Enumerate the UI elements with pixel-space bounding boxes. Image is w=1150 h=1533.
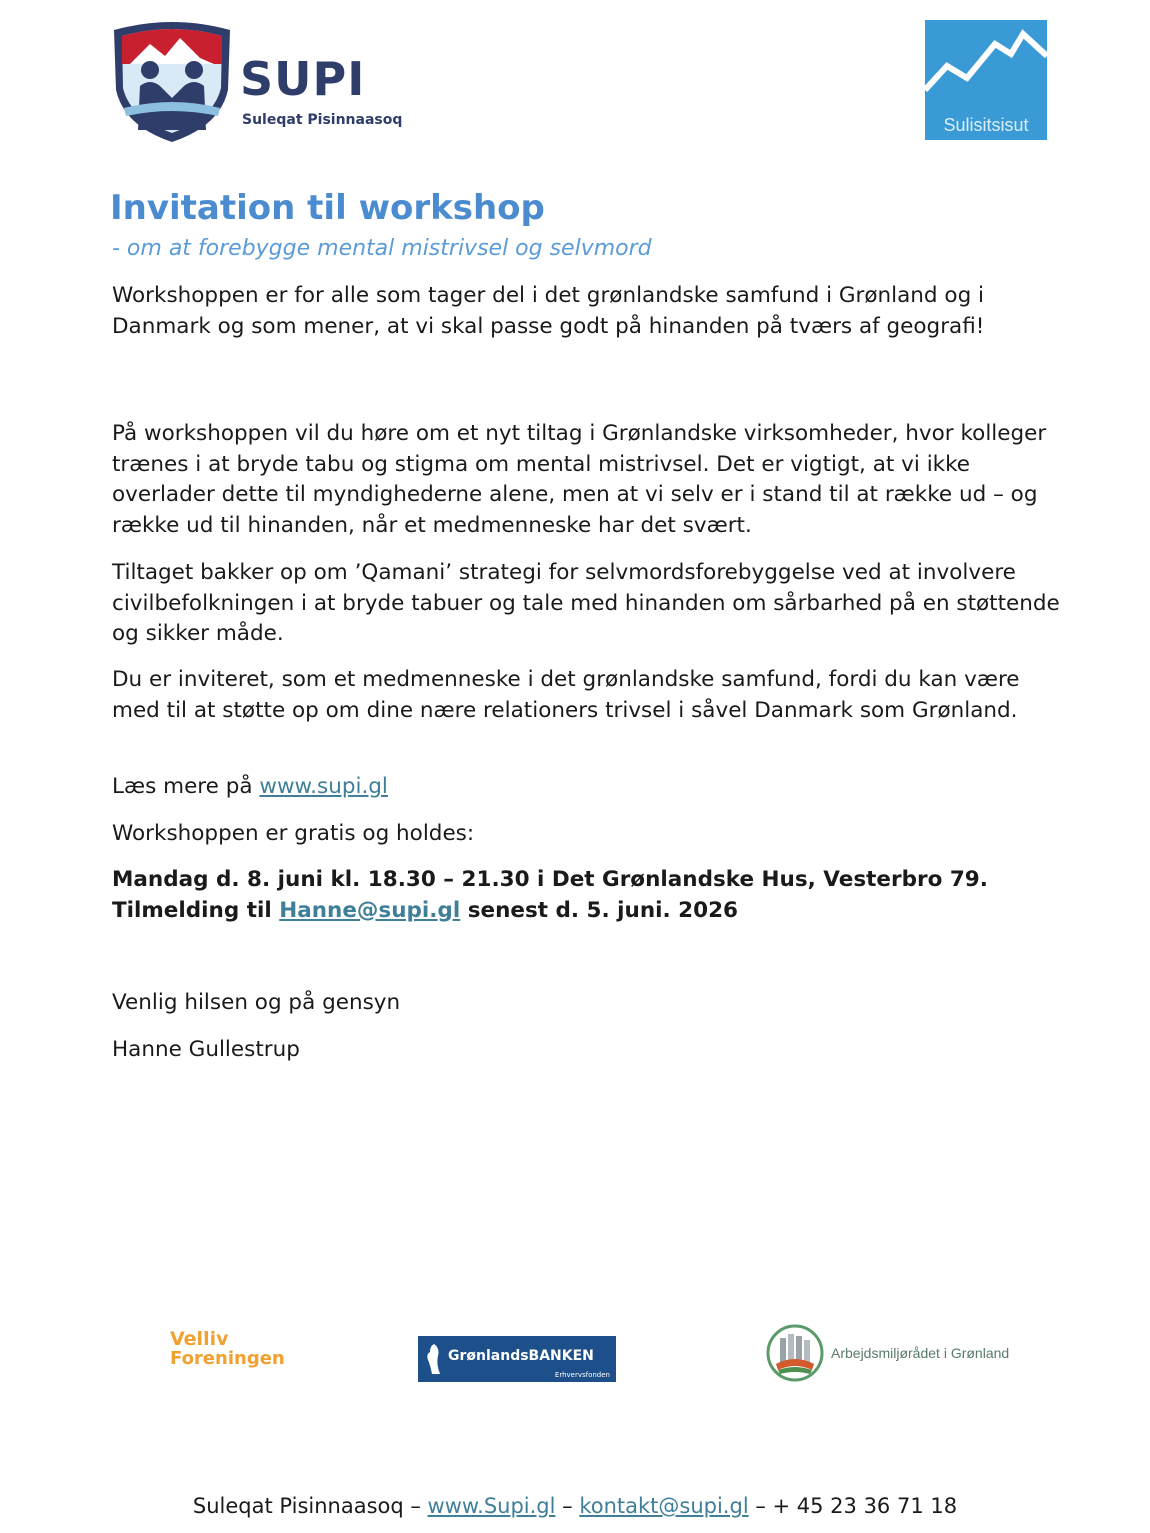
supi-subtitle: Suleqat Pisinnaasoq	[242, 112, 403, 128]
supi-name: SUPI	[240, 52, 366, 106]
sulisitsisut-logo	[925, 20, 1047, 140]
footer-phone: – + 45 23 36 71 18	[748, 1494, 958, 1518]
velliv-foreningen-logo	[170, 1328, 290, 1372]
arbejdsmiljoradet-name: Arbejdsmiljørådet i Grønland	[831, 1345, 1010, 1361]
registration-email-link[interactable]: Hanne@supi.gl	[279, 897, 461, 923]
page-title: Invitation til workshop	[110, 188, 545, 228]
gronlandsbanken-sub: Erhvervsfonden	[554, 1371, 610, 1379]
footer-email-link[interactable]: kontakt@supi.gl	[579, 1494, 749, 1518]
page-subtitle: - om at forebygge mental mistrivsel og selvmord	[112, 236, 652, 261]
event-details-text: Mandag d. 8. juni kl. 18.30 – 21.30 i Det Grønlandske Hus, Vesterbro 79. Tilmelding til	[112, 867, 988, 923]
supi-shield-icon	[110, 20, 234, 142]
signature: Hanne Gullestrup	[112, 1037, 300, 1062]
greeting: Venlig hilsen og på gensyn	[112, 990, 401, 1015]
gronlandsbanken-logo	[418, 1336, 616, 1382]
footer-website-link[interactable]: www.Supi.gl	[427, 1494, 556, 1518]
supi-website-link[interactable]: www.supi.gl	[259, 774, 388, 799]
bird-icon	[424, 1342, 444, 1376]
arbejdsmiljoradet-emblem-icon	[766, 1324, 824, 1382]
event-details	[112, 865, 1042, 926]
paragraph-intro: Workshoppen er for alle som tager del i det grønlandske samfund i Grønland og i Danmark og som mener, at vi skal passe godt på hinanden på tværs af geografi!	[112, 283, 985, 339]
velliv-logo-line1: Velliv	[170, 1328, 229, 1350]
read-more-prefix: Læs mere på	[112, 774, 260, 799]
velliv-logo-line2: Foreningen	[170, 1348, 285, 1369]
footer-org: Suleqat Pisinnaasoq –	[192, 1494, 428, 1518]
sulisitsisut-name: Sulisitsisut	[943, 115, 1029, 135]
event-deadline-text: senest d. 5. juni. 2026	[460, 897, 739, 923]
arbejdsmiljoradet-logo	[766, 1324, 1036, 1384]
paragraph-invited: Du er inviteret, som et medmenneske i det grønlandske samfund, fordi du kan være med til at støtte op om dine nære relationers trivsel i såvel Danmark som Grønland.	[112, 667, 1020, 723]
gronlandsbanken-name: GrønlandsBANKEN	[448, 1348, 594, 1364]
free-workshop-text: Workshoppen er gratis og holdes:	[112, 821, 475, 846]
paragraph-qamani: Tiltaget bakker op om ’Qamani’ strategi for selvmordsforebyggelse ved at involvere civilbefolkningen i at bryde tabuer og tale med hinanden om sårbarhed på en støttende og sikker måde.	[112, 560, 1060, 646]
footer-separator: –	[555, 1494, 580, 1518]
read-more-line	[112, 772, 1072, 803]
supi-logo	[110, 20, 410, 142]
paragraph-initiative: På workshoppen vil du høre om et nyt tiltag i Grønlandske virksomheder, hvor kolleger trænes i at bryde tabu og stigma om mental mistrivsel. Det er vigtigt, at vi ikke overlader dette til myndighederne alene, men at vi selv er i stand til at række ud – og række ud til hinanden, når et medmenneske har det svært.	[112, 421, 1047, 538]
footer-contact	[0, 1494, 1150, 1518]
